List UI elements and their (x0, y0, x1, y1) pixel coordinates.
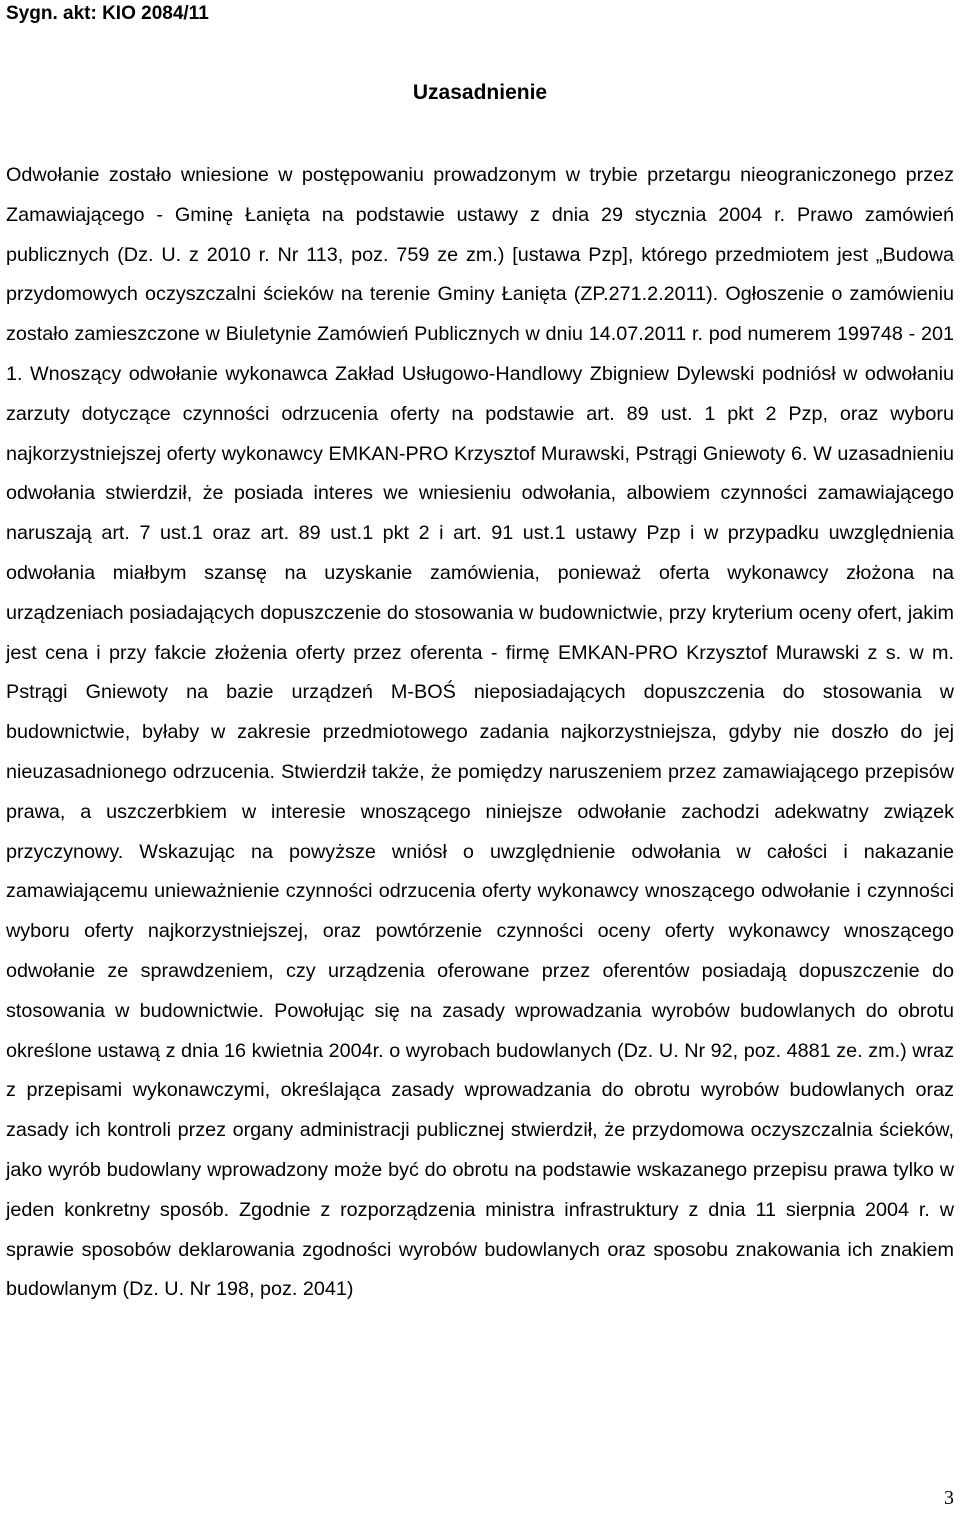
page-number: 3 (944, 1487, 954, 1509)
case-reference: Sygn. akt: KIO 2084/11 (6, 3, 209, 24)
document-title: Uzasadnienie (412, 81, 548, 104)
body-paragraph: Odwołanie zostało wniesione w postępowaniu prowadzonym w trybie przetargu nieograniczonego przez Zamawiającego - Gminę Łanięta na podstawie ustawy z dnia 29 stycznia 2004 r. Prawo zamówień publicznych (Dz. U. z 2010 r. Nr 113, poz. 759 ze zm.) [ustawa Pzp], którego przedmiotem jest „Budowa przydomowych oczyszczalni ścieków na terenie Gminy Łanięta (ZP.271.2.2011). Ogłoszenie o zamówieniu zostało zamieszczone w Biuletynie Zamówień Publicznych w dniu 14.07.2011 r. pod numerem 199748 - 201 1. Wnoszący odwołanie wykonawca Zakład Usługowo-Handlowy Zbigniew Dylewski podniósł w odwołaniu zarzuty dotyczące czynności odrzucenia oferty na podstawie art. 89 ust. 1 pkt 2 Pzp, oraz wyboru najkorzystniejszej oferty wykonawcy EMKAN-PRO Krzysztof Murawski, Pstrągi Gniewoty 6. W uzasadnieniu odwołania stwierdził, że posiada interes we wniesieniu odwołania, albowiem czynności zamawiającego naruszają art. 7 ust.1 oraz art. 89 ust.1 pkt 2 i art. 91 ust.1 ustawy Pzp i w przypadku uwzględnienia odwołania miałbym szansę na uzyskanie zamówienia, ponieważ oferta wykonawcy złożona na urządzeniach posiadających dopuszczenie do stosowania w budownictwie, przy kryterium oceny ofert, jakim jest cena i przy fakcie złożenia oferty przez oferenta - firmę EMKAN-PRO Krzysztof Murawski z s. w m. Pstrągi Gniewoty na bazie urządzeń M-BOŚ nieposiadających dopuszczenia do stosowania w budownictwie, byłaby w zakresie przedmiotowego zadania najkorzystniejsza, gdyby nie doszło do jej nieuzasadnionego odrzucenia. Stwierdził także, że pomiędzy naruszeniem przez zamawiającego przepisów prawa, a uszczerbkiem w interesie wnoszącego niniejsze odwołanie zachodzi adekwatny związek przyczynowy. Wskazując na powyższe wniósł o uwzględnienie odwołania w całości i nakazanie zamawiającemu unieważnienie czynności odrzucenia oferty wykonawcy wnoszącego odwołanie i czynności wyboru oferty najkorzystniejszej, oraz powtórzenie czynności oceny oferty wykonawcy wnoszącego odwołanie ze sprawdzeniem, czy urządzenia oferowane przez oferentów posiadają dopuszczenie do stosowania w budownictwie. Powołując się na zasady wprowadzania wyrobów budowlanych do obrotu określone ustawą z dnia 16 kwietnia 2004r. o wyrobach budowlanych (Dz. U. Nr 92, poz. 4881 ze. zm.) wraz z przepisami wykonawczymi, określająca zasady wprowadzania do obrotu wyrobów budowlanych oraz zasady ich kontroli przez organy administracji publicznej stwierdził, że przydomowa oczyszczalnia ścieków, jako wyrób budowlany wprowadzony może być do obrotu na podstawie wskazanego przepisu prawa tylko w jeden konkretny sposób. Zgodnie z rozporządzenia ministra infrastruktury z dnia 11 sierpnia 2004 r. w sprawie sposobów deklarowania zgodności wyrobów budowlanych oraz sposobu znakowania ich znakiem budowlanym (Dz. U. Nr 198, poz. 2041) (6, 164, 954, 1301)
